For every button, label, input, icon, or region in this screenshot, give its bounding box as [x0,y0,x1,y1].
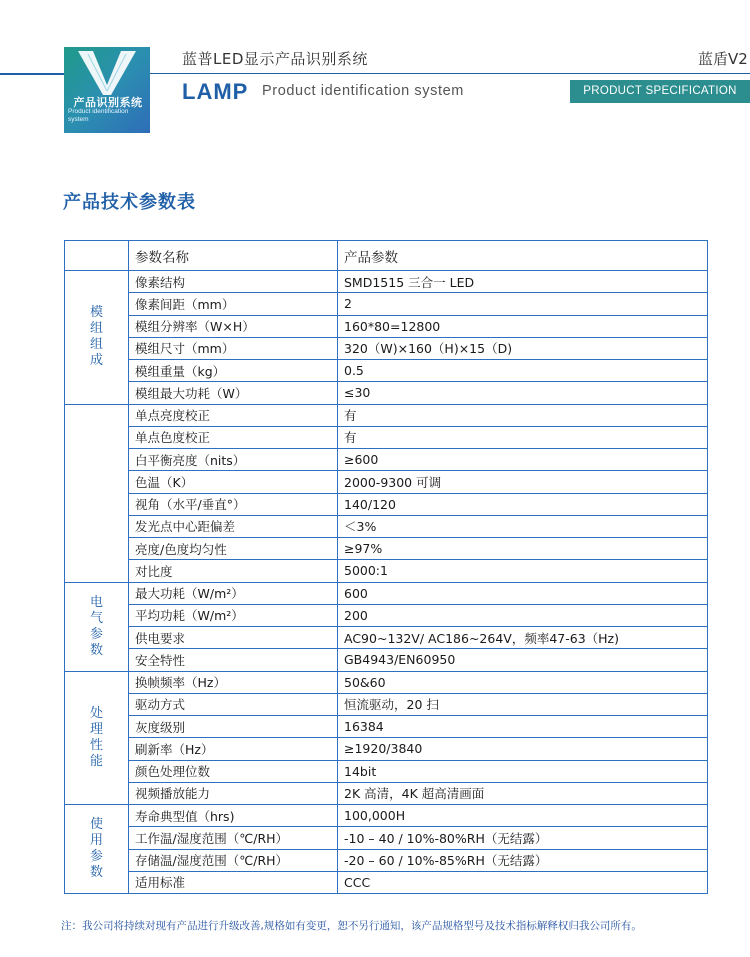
group-label-cell [65,805,129,894]
param-value-cell: ≥1920/3840 [338,738,708,760]
table-row [65,782,708,804]
param-value-cell: 有 [338,426,708,448]
param-value-cell: ≤30 [338,382,708,404]
footnote: 注：我公司将持续对现有产品进行升级改善,规格如有变更，恕不另行通知，该产品规格型号及技术指标解释权归我公司所有。 [61,920,642,932]
param-value-cell: GB4943/EN60950 [338,649,708,671]
header-accent-line [0,73,64,75]
table-row [65,582,708,604]
header-rule [150,73,750,74]
brand-name: 蓝盾V2 [698,50,748,68]
param-name-cell: 安全特性 [129,649,338,671]
table-row [65,738,708,760]
table-row [65,649,708,671]
param-name-cell: 白平衡亮度（nits） [129,449,338,471]
param-value-cell: 2000-9300 可调 [338,471,708,493]
param-name-cell: 灰度级别 [129,716,338,738]
param-name-cell: 模组分辨率（W×H） [129,315,338,337]
param-value-cell: ≥97% [338,538,708,560]
table-row [65,449,708,471]
group-label-cell [65,404,129,582]
param-value-cell: ＜3% [338,515,708,537]
table-row [65,805,708,827]
param-value-cell: 200 [338,604,708,626]
param-name-cell: 寿命典型值（hrs) [129,805,338,827]
group-label: 处理性能 [89,705,103,769]
table-row [65,471,708,493]
param-name-cell: 模组重量（kg） [129,360,338,382]
param-name-cell: 模组最大功耗（W） [129,382,338,404]
param-value-cell: 50&60 [338,671,708,693]
group-label: 模组组成 [89,305,103,369]
spec-table [64,240,708,894]
param-name-cell: 像素间距（mm） [129,293,338,315]
group-label: 使用参数 [89,817,103,880]
param-name-cell: 存储温/湿度范围（℃/RH） [129,849,338,871]
param-name-cell: 平均功耗（W/m²） [129,604,338,626]
table-header-row [65,241,708,271]
group-label: 电气参数 [89,594,103,658]
param-value-cell: 0.5 [338,360,708,382]
table-row [65,337,708,359]
param-name-cell: 颜色处理位数 [129,760,338,782]
table-row [65,560,708,582]
param-name-cell: 模组尺寸（mm） [129,337,338,359]
param-name-cell: 驱动方式 [129,693,338,715]
table-row [65,271,708,293]
param-name-cell: 视角（水平/垂直°） [129,493,338,515]
table-row [65,426,708,448]
table-row [65,382,708,404]
param-name-cell: 色温（K） [129,471,338,493]
header-blank-cell [65,241,129,271]
param-name-cell: 最大功耗（W/m²） [129,582,338,604]
param-value-cell: ≥600 [338,449,708,471]
param-value-cell: 2K 高清，4K 超高清画面 [338,782,708,804]
param-name-cell: 刷新率（Hz） [129,738,338,760]
param-name-cell: 单点色度校正 [129,426,338,448]
param-value-cell: -20 – 60 / 10%-85%RH（无结露） [338,849,708,871]
header-param-name: 参数名称 [129,241,338,271]
lamp-tagline: Product identification system [262,83,464,99]
group-label-cell [65,271,129,405]
param-value-cell: 160*80=12800 [338,315,708,337]
param-name-cell: 视频播放能力 [129,782,338,804]
page-title: 产品技术参数表 [63,192,196,213]
param-name-cell: 适用标准 [129,871,338,893]
product-spec-badge: PRODUCT SPECIFICATION [570,80,750,103]
param-name-cell: 像素结构 [129,271,338,293]
param-value-cell: SMD1515 三合一 LED [338,271,708,293]
v-logo-icon [78,51,136,97]
param-value-cell: 100,000H [338,805,708,827]
param-name-cell: 工作温/湿度范围（℃/RH） [129,827,338,849]
table-row [65,849,708,871]
param-name-cell: 对比度 [129,560,338,582]
param-value-cell: 2 [338,293,708,315]
param-value-cell: CCC [338,871,708,893]
table-row [65,671,708,693]
table-row [65,360,708,382]
table-row [65,827,708,849]
param-value-cell: 320（W)×160（H)×15（D) [338,337,708,359]
table-row [65,293,708,315]
param-value-cell: -10 – 40 / 10%-80%RH（无结露） [338,827,708,849]
group-label-cell [65,671,129,805]
header-param-value: 产品参数 [338,241,708,271]
logo-subtitle: Product identification system [68,108,129,123]
param-value-cell: 14bit [338,760,708,782]
param-value-cell: 有 [338,404,708,426]
brand-logo [64,47,150,133]
table-row [65,515,708,537]
group-label-cell [65,582,129,671]
param-value-cell: AC90~132V/ AC186~264V，频率47-63（Hz) [338,627,708,649]
spec-table-body [65,271,708,894]
system-title: 蓝普LED显示产品识别系统 [182,50,368,68]
param-value-cell: 600 [338,582,708,604]
param-value-cell: 恒流驱动，20 扫 [338,693,708,715]
table-row [65,315,708,337]
table-row [65,404,708,426]
param-value-cell: 140/120 [338,493,708,515]
param-name-cell: 亮度/色度均匀性 [129,538,338,560]
param-name-cell: 换帧频率（Hz） [129,671,338,693]
table-row [65,871,708,893]
lamp-wordmark: LAMP [182,79,249,104]
param-name-cell: 单点亮度校正 [129,404,338,426]
table-row [65,627,708,649]
param-value-cell: 16384 [338,716,708,738]
param-name-cell: 发光点中心距偏差 [129,515,338,537]
table-row [65,538,708,560]
param-name-cell: 供电要求 [129,627,338,649]
table-row [65,716,708,738]
logo-title: 产品识别系统 [73,96,143,109]
table-row [65,760,708,782]
param-value-cell: 5000:1 [338,560,708,582]
table-row [65,493,708,515]
table-row [65,693,708,715]
table-row [65,604,708,626]
